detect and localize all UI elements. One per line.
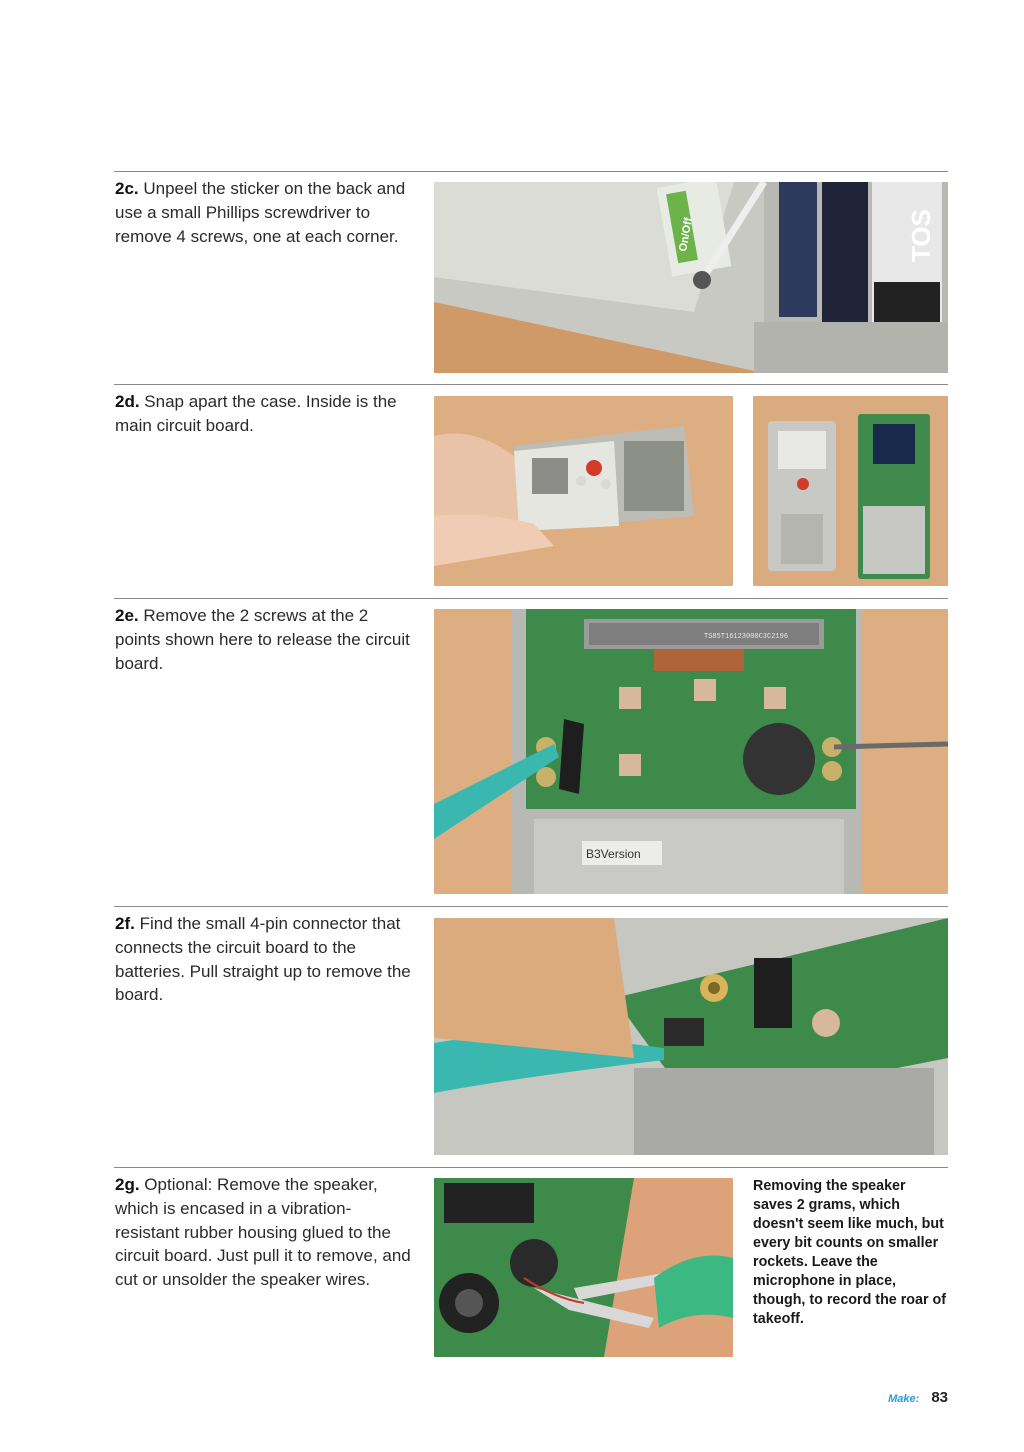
divider-2g: [114, 1167, 948, 1168]
version-label: B3Version: [586, 847, 641, 861]
photo-2f-connector: [434, 918, 948, 1155]
speaker-caption: Removing the speaker saves 2 grams, which doesn't seem like much, but every bit counts on smaller rockets. Leave the microphone in place, though, to record the roar of takeoff.: [753, 1178, 947, 1327]
step-2e: [115, 604, 415, 675]
magazine-brand: Make:: [888, 1393, 920, 1405]
step-2g: [115, 1173, 415, 1292]
battery-brand-label: TOS: [906, 209, 936, 262]
step-text: Remove the 2 screws at the 2 points shown here to release the circuit board.: [115, 606, 410, 673]
step-text: Unpeel the sticker on the back and use a small Phillips screwdriver to remove 4 screws, one at each corner.: [115, 179, 406, 246]
step-2d: [115, 390, 415, 438]
on-off-label: On/Off: [677, 216, 695, 253]
step-number: 2e.: [115, 606, 139, 625]
photo-2c-case-back: [434, 182, 948, 373]
lcd-serial-label: TS85T16123000C3C2196: [704, 633, 789, 641]
photo-2d-hand-case: [434, 396, 733, 586]
step-2c: [115, 177, 415, 248]
divider-2f: [114, 906, 948, 907]
step-text: Snap apart the case. Inside is the main circuit board.: [115, 392, 397, 435]
photo-2d-separated-parts: [753, 396, 948, 586]
photo-2g-speaker-removal: [434, 1178, 733, 1357]
divider-2e: [114, 598, 948, 599]
step-number: 2d.: [115, 392, 140, 411]
page-number: 83: [931, 1389, 948, 1406]
step-number: 2c.: [115, 179, 139, 198]
photo-2e-circuit-board: [434, 609, 948, 894]
step-text: Find the small 4-pin connector that connects the circuit board to the batteries. Pull straight up to remove the board.: [115, 914, 411, 1005]
step-number: 2g.: [115, 1175, 140, 1194]
step-2f: [115, 912, 415, 1007]
divider-2d: [114, 384, 948, 385]
step-text: Optional: Remove the speaker, which is encased in a vibration-resistant rubber housing glued to the circuit board. Just pull it to remove, and cut or unsolder the speaker wires.: [115, 1175, 411, 1290]
divider-2c: [114, 171, 948, 172]
step-number: 2f.: [115, 914, 135, 933]
page-footer: [888, 1389, 948, 1406]
